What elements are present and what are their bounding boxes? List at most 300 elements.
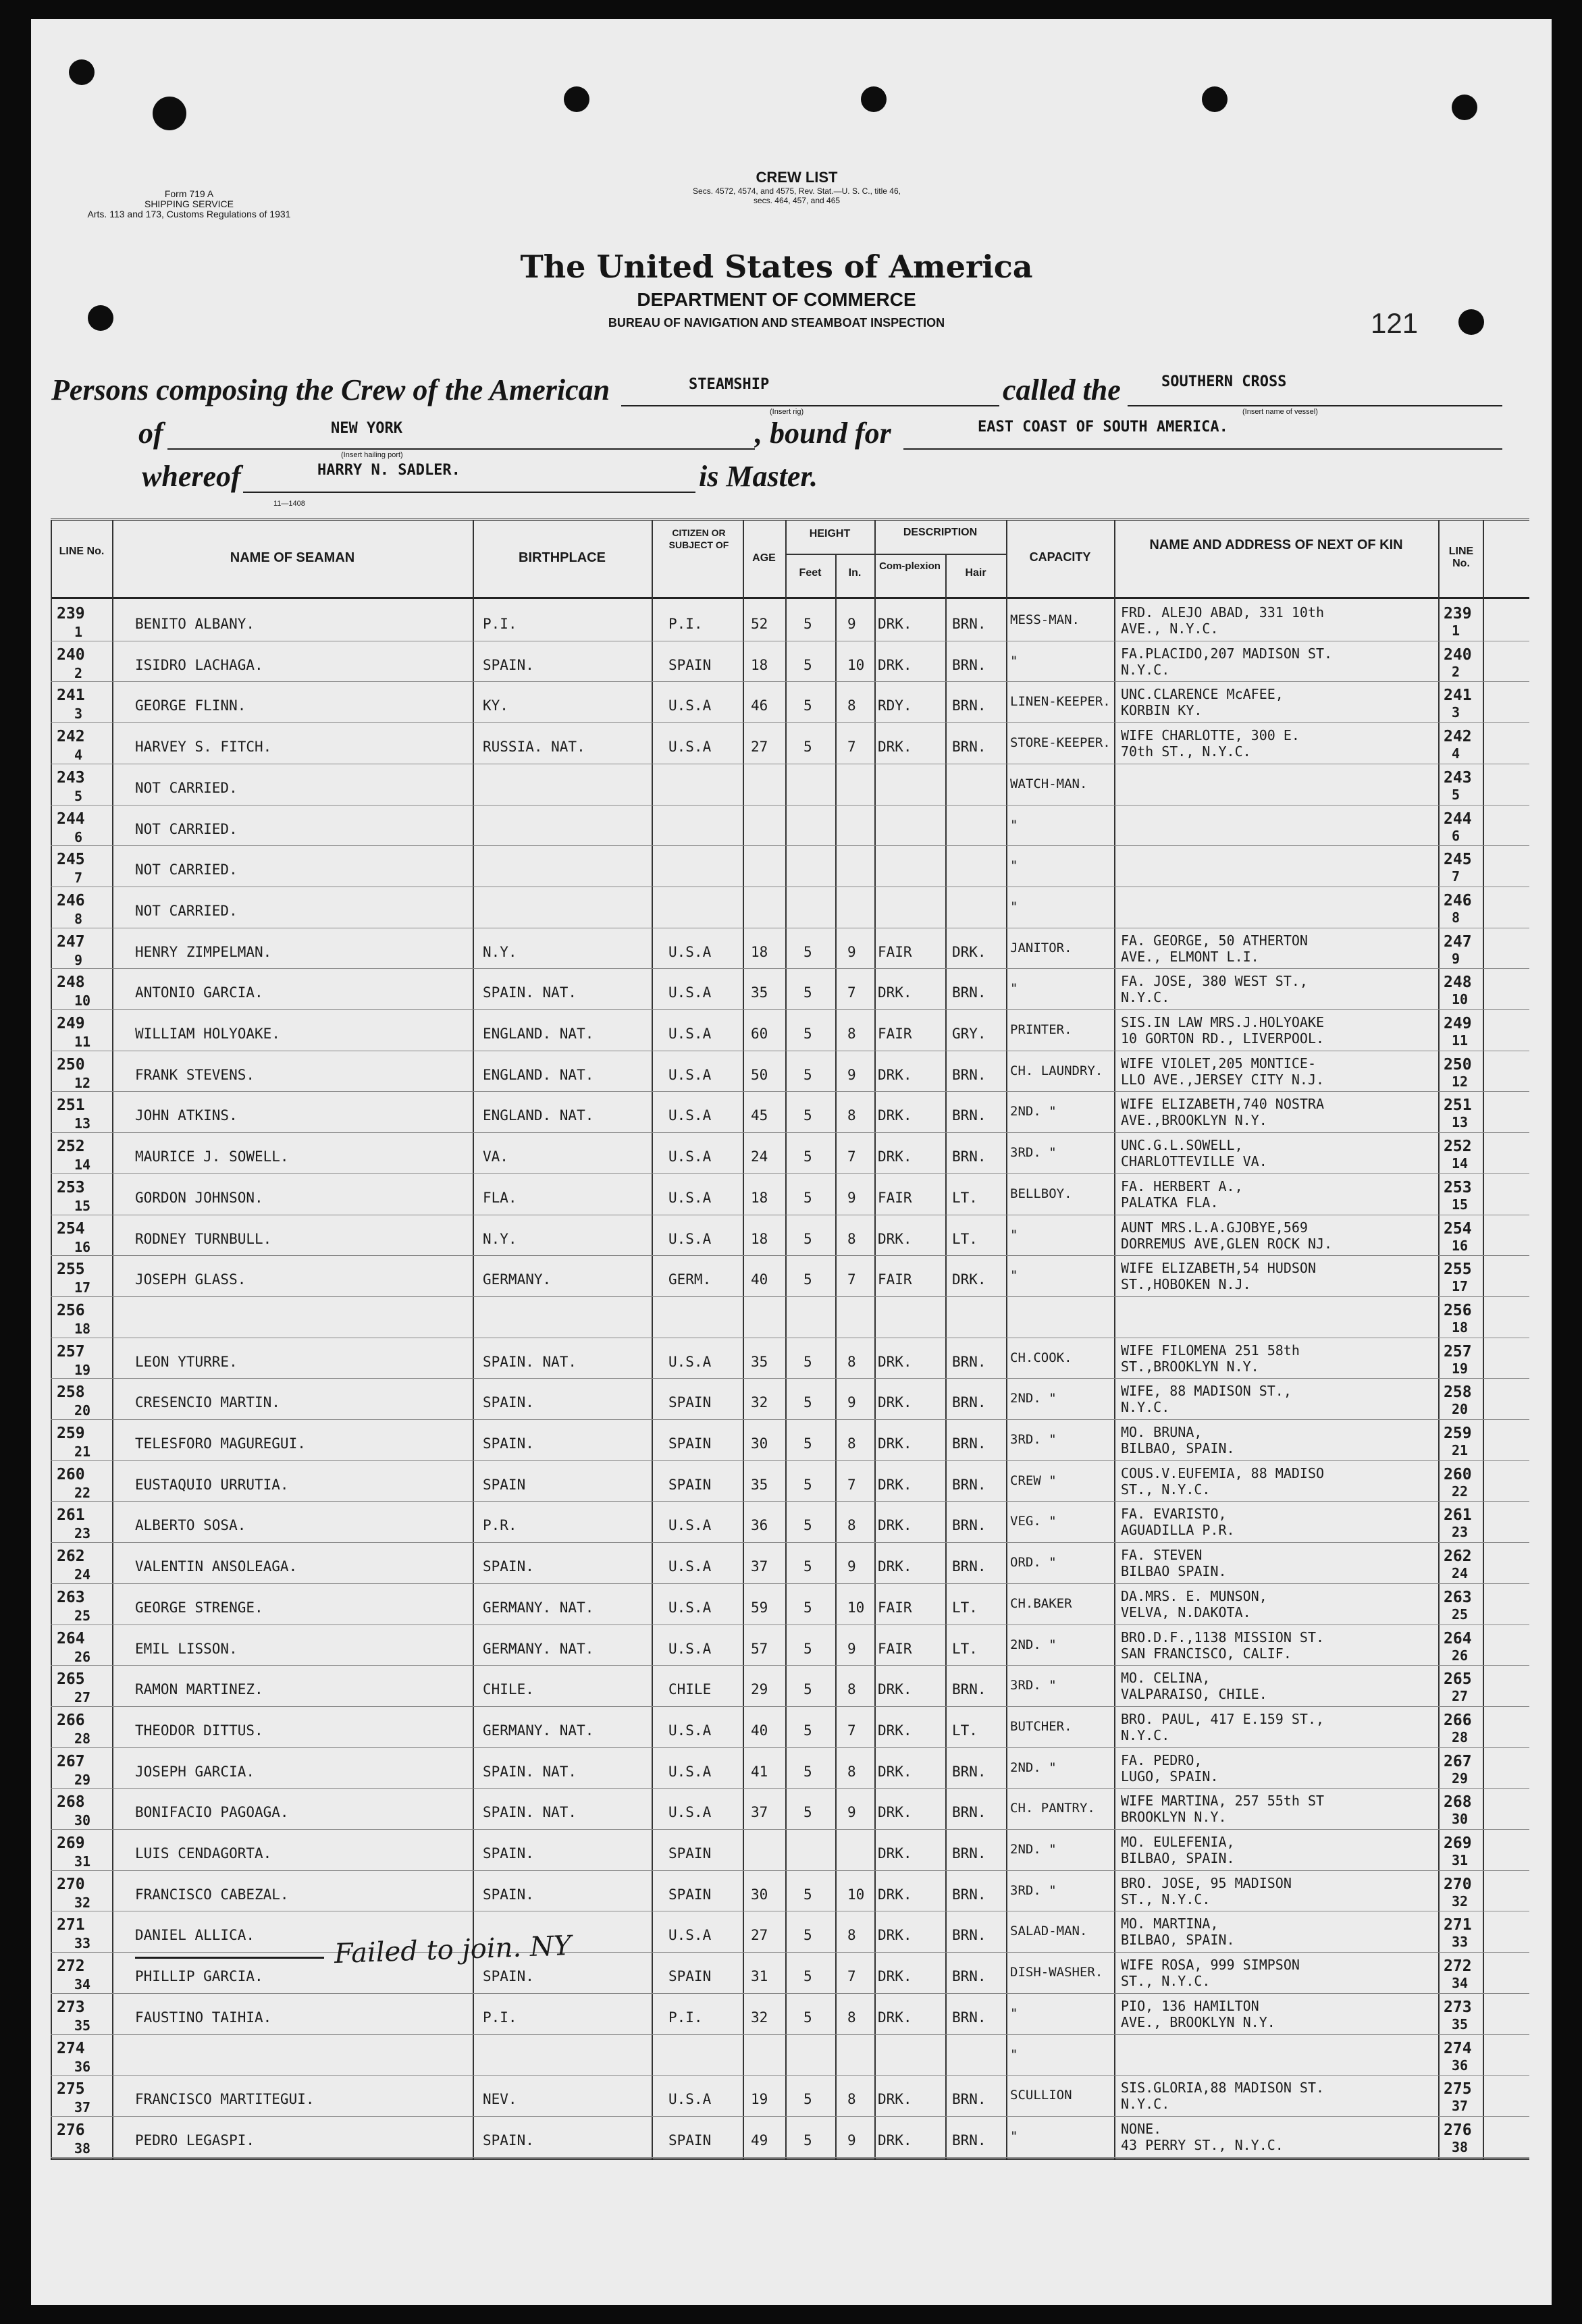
row-rule xyxy=(51,1296,1529,1297)
line-sub-number: 37 xyxy=(74,2099,91,2115)
line-number: 240 xyxy=(57,646,85,664)
form-regulations: Arts. 113 and 173, Customs Regulations of 1931 xyxy=(87,209,291,219)
complexion: DRK. xyxy=(878,739,912,755)
capacity: ORD. " xyxy=(1010,1556,1057,1569)
next-of-kin-line-2: BILBAO, SPAIN. xyxy=(1121,1932,1235,1948)
capacity: CH. PANTRY. xyxy=(1010,1801,1095,1815)
age: 37 xyxy=(751,1804,768,1820)
height-feet: 5 xyxy=(803,1804,812,1820)
destination-underline xyxy=(903,448,1502,450)
capacity: " xyxy=(1010,2048,1018,2061)
col-rule xyxy=(652,520,653,2159)
capacity: " xyxy=(1010,654,1018,668)
height-inches: 9 xyxy=(847,1067,856,1083)
line-sub-number: 16 xyxy=(74,1239,91,1255)
row-rule xyxy=(51,2116,1529,2117)
right-line-number: 264 xyxy=(1444,1630,1472,1647)
age: 18 xyxy=(751,944,768,960)
citizenship: SPAIN xyxy=(668,1968,712,1984)
capacity: 2ND. " xyxy=(1010,1392,1057,1405)
height-inches: 8 xyxy=(847,2009,856,2026)
line-sub-number: 25 xyxy=(74,1608,91,1624)
destination: EAST COAST OF SOUTH AMERICA. xyxy=(978,419,1228,435)
row-rule xyxy=(51,1009,1529,1010)
height-inches: 7 xyxy=(847,739,856,755)
citizenship: SPAIN xyxy=(668,2132,712,2148)
whereof-label: whereof xyxy=(142,460,241,493)
print-code: 11—1408 xyxy=(273,500,305,508)
port-caption: (Insert hailing port) xyxy=(341,451,403,459)
hair: BRN. xyxy=(952,984,986,1001)
next-of-kin-line-2: AVE., BROOKLYN N.Y. xyxy=(1121,2014,1275,2030)
seaman-name: LEON YTURRE. xyxy=(135,1354,238,1370)
hair: BRN. xyxy=(952,1804,986,1820)
height-inches: 7 xyxy=(847,1148,856,1165)
capacity: BELLBOY. xyxy=(1010,1187,1072,1200)
next-of-kin-line-1: WIFE ROSA, 999 SIMPSON xyxy=(1121,1957,1300,1973)
line-sub-number: 5 xyxy=(74,788,83,804)
hair: LT. xyxy=(952,1641,978,1657)
row-rule xyxy=(51,1788,1529,1789)
line-sub-number: 9 xyxy=(74,952,83,968)
birthplace: ENGLAND. NAT. xyxy=(483,1107,594,1124)
next-of-kin-line-2: N.Y.C. xyxy=(1121,2096,1170,2112)
birthplace: GERMANY. NAT. xyxy=(483,1600,594,1616)
height-inches: 10 xyxy=(847,1886,865,1903)
height-feet: 5 xyxy=(803,2091,812,2107)
next-of-kin-line-1: FA.PLACIDO,207 MADISON ST. xyxy=(1121,645,1333,662)
port-underline xyxy=(167,448,755,450)
age: 32 xyxy=(751,1394,768,1410)
next-of-kin-line-1: MO. MARTINA, xyxy=(1121,1916,1219,1932)
complexion: FAIR xyxy=(878,1026,912,1042)
hair: BRN. xyxy=(952,1845,986,1861)
line-sub-number: 34 xyxy=(74,1976,91,1992)
seaman-name: FAUSTINO TAIHIA. xyxy=(135,2009,272,2026)
next-of-kin-line-1: FA. STEVEN xyxy=(1121,1547,1203,1563)
right-line-number: 246 xyxy=(1444,892,1472,909)
right-line-number: 248 xyxy=(1444,974,1472,991)
next-of-kin-line-2: VALPARAISO, CHILE. xyxy=(1121,1686,1267,1702)
next-of-kin-line-2: VELVA, N.DAKOTA. xyxy=(1121,1604,1251,1620)
birthplace: ENGLAND. NAT. xyxy=(483,1026,594,1042)
next-of-kin-line-2: KORBIN KY. xyxy=(1121,702,1203,718)
right-line-number: 255 xyxy=(1444,1261,1472,1278)
right-line-number: 269 xyxy=(1444,1834,1472,1852)
birthplace: P.I. xyxy=(483,616,517,632)
row-rule xyxy=(51,1091,1529,1092)
height-feet: 5 xyxy=(803,1026,812,1042)
seaman-name: BONIFACIO PAGOAGA. xyxy=(135,1804,289,1820)
height-feet: 5 xyxy=(803,1107,812,1124)
hair: BRN. xyxy=(952,1394,986,1410)
complexion: DRK. xyxy=(878,2091,912,2107)
hair: LT. xyxy=(952,1722,978,1739)
birthplace: FLA. xyxy=(483,1190,517,1206)
rig-underline xyxy=(621,405,999,406)
row-rule xyxy=(51,2075,1529,2076)
hair: BRN. xyxy=(952,1886,986,1903)
line-sub-number: 2 xyxy=(74,665,83,681)
right-line-sub-number: 36 xyxy=(1452,2057,1469,2074)
hair: BRN. xyxy=(952,739,986,755)
line-sub-number: 35 xyxy=(74,2017,91,2034)
master-name: HARRY N. SADLER. xyxy=(317,462,460,479)
line-number: 258 xyxy=(57,1383,85,1401)
line-sub-number: 17 xyxy=(74,1279,91,1296)
hair: BRN. xyxy=(952,2009,986,2026)
line-sub-number: 36 xyxy=(74,2059,91,2075)
birthplace: SPAIN. xyxy=(483,1558,534,1575)
next-of-kin-line-1: AUNT MRS.L.A.GJOBYE,569 xyxy=(1121,1219,1308,1236)
capacity: CH.BAKER xyxy=(1010,1597,1072,1610)
col-rule xyxy=(112,520,113,2159)
age: 27 xyxy=(751,1927,768,1943)
hair: LT. xyxy=(952,1190,978,1206)
punch-hole-icon xyxy=(69,59,95,85)
hair: DRK. xyxy=(952,1271,986,1288)
row-rule xyxy=(51,1419,1529,1420)
line-sub-number: 22 xyxy=(74,1485,91,1501)
next-of-kin-line-2: BILBAO, SPAIN. xyxy=(1121,1850,1235,1866)
line-sub-number: 10 xyxy=(74,993,91,1009)
line-number: 261 xyxy=(57,1506,85,1524)
height-feet: 5 xyxy=(803,1558,812,1575)
next-of-kin-line-2: AVE., ELMONT L.I. xyxy=(1121,949,1259,965)
line-sub-number: 15 xyxy=(74,1198,91,1214)
next-of-kin-line-2: ST.,HOBOKEN N.J. xyxy=(1121,1276,1251,1292)
citizenship: U.S.A xyxy=(668,1804,712,1820)
capacity: " xyxy=(1010,1228,1018,1242)
right-line-sub-number: 7 xyxy=(1452,868,1460,884)
age: 57 xyxy=(751,1641,768,1657)
age: 40 xyxy=(751,1722,768,1739)
next-of-kin-line-2: LUGO, SPAIN. xyxy=(1121,1768,1219,1785)
name-strikethrough xyxy=(135,1957,324,1959)
birthplace: SPAIN. xyxy=(483,2132,534,2148)
line-number: 273 xyxy=(57,1999,85,2016)
right-line-sub-number: 23 xyxy=(1452,1524,1469,1540)
right-line-sub-number: 1 xyxy=(1452,623,1460,639)
citizenship: SPAIN xyxy=(668,657,712,673)
next-of-kin-line-1: WIFE ELIZABETH,740 NOSTRA xyxy=(1121,1096,1325,1112)
next-of-kin-line-1: WIFE MARTINA, 257 55th ST xyxy=(1121,1793,1325,1809)
height-inches: 8 xyxy=(847,1435,856,1452)
complexion: RDY. xyxy=(878,697,912,714)
punch-hole-icon xyxy=(564,86,589,112)
next-of-kin-line-1: WIFE VIOLET,205 MONTICE- xyxy=(1121,1055,1316,1072)
capacity: " xyxy=(1010,859,1018,872)
right-line-number: 261 xyxy=(1444,1506,1472,1524)
line-number: 259 xyxy=(57,1425,85,1442)
hair: DRK. xyxy=(952,944,986,960)
crew-list-heading xyxy=(540,169,1053,205)
next-of-kin-line-1: SIS.IN LAW MRS.J.HOLYOAKE xyxy=(1121,1014,1325,1030)
next-of-kin-line-2: SAN FRANCISCO, CALIF. xyxy=(1121,1645,1292,1662)
of-label: of xyxy=(138,417,163,450)
right-line-number: 256 xyxy=(1444,1302,1472,1319)
line-number: 262 xyxy=(57,1548,85,1565)
line-number: 275 xyxy=(57,2080,85,2098)
height-inches: 8 xyxy=(847,1681,856,1697)
seaman-name: VALENTIN ANSOLEAGA. xyxy=(135,1558,298,1575)
capacity: SCULLION xyxy=(1010,2088,1072,2102)
height-inches: 9 xyxy=(847,1190,856,1206)
birthplace: SPAIN. xyxy=(483,1886,534,1903)
capacity: 3RD. " xyxy=(1010,1679,1057,1692)
col-rule xyxy=(785,520,787,2159)
next-of-kin-line-2: AVE.,BROOKLYN N.Y. xyxy=(1121,1112,1267,1128)
hair: BRN. xyxy=(952,1558,986,1575)
header-line-no: LINE No. xyxy=(59,546,105,557)
punch-hole-icon xyxy=(153,97,186,130)
line-number: 250 xyxy=(57,1056,85,1074)
next-of-kin-line-1: NONE. xyxy=(1121,2121,1162,2137)
next-of-kin-line-2: PALATKA FLA. xyxy=(1121,1194,1219,1211)
line-number: 263 xyxy=(57,1589,85,1606)
height-feet: 5 xyxy=(803,1517,812,1533)
hair: BRN. xyxy=(952,2091,986,2107)
line-sub-number: 31 xyxy=(74,1853,91,1870)
complexion: DRK. xyxy=(878,1722,912,1739)
header-next-of-kin: NAME AND ADDRESS OF NEXT OF KIN xyxy=(1149,537,1403,552)
next-of-kin-line-2: ST., N.Y.C. xyxy=(1121,1891,1211,1907)
col-rule xyxy=(51,520,52,2159)
complexion: DRK. xyxy=(878,1558,912,1575)
seaman-name: THEODOR DITTUS. xyxy=(135,1722,263,1739)
right-line-number: 249 xyxy=(1444,1015,1472,1032)
hair: BRN. xyxy=(952,1968,986,1984)
birthplace: SPAIN. xyxy=(483,657,534,673)
height-feet: 5 xyxy=(803,944,812,960)
seaman-name: GEORGE FLINN. xyxy=(135,697,246,714)
next-of-kin-line-2: 70th ST., N.Y.C. xyxy=(1121,743,1251,760)
table-bottom-rule xyxy=(51,2158,1529,2160)
crew-lead-label: Persons composing the Crew of the American xyxy=(51,373,610,406)
line-number: 276 xyxy=(57,2121,85,2139)
row-rule xyxy=(51,1542,1529,1543)
line-sub-number: 33 xyxy=(74,1935,91,1951)
seaman-name: GORDON JOHNSON. xyxy=(135,1190,263,1206)
right-line-number: 274 xyxy=(1444,2040,1472,2057)
capacity: DISH-WASHER. xyxy=(1010,1965,1103,1979)
birthplace: KY. xyxy=(483,697,508,714)
complexion: DRK. xyxy=(878,1968,912,1984)
right-line-sub-number: 8 xyxy=(1452,909,1460,926)
table-top-rule xyxy=(51,519,1529,521)
age: 18 xyxy=(751,1231,768,1247)
height-inches: 7 xyxy=(847,1477,856,1493)
birthplace: N.Y. xyxy=(483,944,517,960)
next-of-kin-line-1: FA. HERBERT A., xyxy=(1121,1178,1243,1194)
bureau-heading: BUREAU OF NAVIGATION AND STEAMBOAT INSPECTION xyxy=(608,316,945,329)
right-line-sub-number: 16 xyxy=(1452,1238,1469,1254)
hair: BRN. xyxy=(952,1148,986,1165)
row-rule xyxy=(51,1173,1529,1174)
right-line-sub-number: 32 xyxy=(1452,1893,1469,1909)
right-line-sub-number: 10 xyxy=(1452,991,1469,1007)
height-inches: 8 xyxy=(847,1354,856,1370)
hair: BRN. xyxy=(952,1517,986,1533)
height-feet: 5 xyxy=(803,657,812,673)
right-line-sub-number: 25 xyxy=(1452,1606,1469,1622)
row-rule xyxy=(51,1665,1529,1666)
height-inches: 9 xyxy=(847,616,856,632)
row-rule xyxy=(51,805,1529,806)
line-number: 271 xyxy=(57,1916,85,1934)
header-height: HEIGHT xyxy=(809,528,851,539)
next-of-kin-line-1: UNC.CLARENCE McAFEE, xyxy=(1121,686,1284,702)
next-of-kin-line-2: 10 GORTON RD., LIVERPOOL. xyxy=(1121,1030,1325,1047)
row-rule xyxy=(51,1706,1529,1707)
age: 27 xyxy=(751,739,768,755)
line-number: 245 xyxy=(57,851,85,868)
next-of-kin-line-2: N.Y.C. xyxy=(1121,1727,1170,1743)
birthplace: SPAIN. NAT. xyxy=(483,1764,577,1780)
height-inches: 9 xyxy=(847,1641,856,1657)
age: 32 xyxy=(751,2009,768,2026)
capacity: 2ND. " xyxy=(1010,1761,1057,1774)
row-rule xyxy=(51,1255,1529,1256)
line-number: 241 xyxy=(57,687,85,704)
right-line-number: 276 xyxy=(1444,2121,1472,2139)
capacity: 3RD. " xyxy=(1010,1146,1057,1159)
next-of-kin-line-1: MO. BRUNA, xyxy=(1121,1424,1203,1440)
capacity: " xyxy=(1010,2130,1018,2143)
line-sub-number: 11 xyxy=(74,1034,91,1050)
height-feet: 5 xyxy=(803,1067,812,1083)
line-number: 269 xyxy=(57,1834,85,1852)
age: 45 xyxy=(751,1107,768,1124)
citizenship: SPAIN xyxy=(668,1886,712,1903)
birthplace: SPAIN. NAT. xyxy=(483,1804,577,1820)
line-number: 243 xyxy=(57,769,85,787)
line-number: 255 xyxy=(57,1261,85,1278)
handwritten-note: Failed to join. NY xyxy=(334,1930,572,1970)
hair: LT. xyxy=(952,1600,978,1616)
complexion: DRK. xyxy=(878,1148,912,1165)
row-rule xyxy=(51,845,1529,846)
height-feet: 5 xyxy=(803,1190,812,1206)
seaman-name: ALBERTO SOSA. xyxy=(135,1517,246,1533)
vessel-name: SOUTHERN CROSS xyxy=(1161,373,1287,390)
header-feet: Feet xyxy=(799,567,822,579)
row-rule xyxy=(51,2034,1529,2035)
line-sub-number: 18 xyxy=(74,1321,91,1337)
complexion: FAIR xyxy=(878,944,912,960)
hair: BRN. xyxy=(952,1477,986,1493)
next-of-kin-line-2: BILBAO, SPAIN. xyxy=(1121,1440,1235,1456)
header-complexion: Com-plexion xyxy=(879,560,941,572)
age: 35 xyxy=(751,1354,768,1370)
line-sub-number: 4 xyxy=(74,747,83,763)
next-of-kin-line-2: BILBAO SPAIN. xyxy=(1121,1563,1227,1579)
complexion: DRK. xyxy=(878,1354,912,1370)
seaman-name: NOT CARRIED. xyxy=(135,903,238,919)
age: 52 xyxy=(751,616,768,632)
header-inches: In. xyxy=(848,567,862,579)
right-line-number: 241 xyxy=(1444,687,1472,704)
age: 50 xyxy=(751,1067,768,1083)
right-line-sub-number: 33 xyxy=(1452,1934,1469,1950)
right-line-number: 262 xyxy=(1444,1548,1472,1565)
right-line-sub-number: 21 xyxy=(1452,1442,1469,1458)
col-rule xyxy=(1114,520,1115,2159)
seaman-name: TELESFORO MAGUREGUI. xyxy=(135,1435,306,1452)
next-of-kin-line-1: FA. PEDRO, xyxy=(1121,1752,1203,1768)
height-inches: 9 xyxy=(847,1394,856,1410)
right-line-sub-number: 31 xyxy=(1452,1852,1469,1868)
height-inches: 9 xyxy=(847,1558,856,1575)
capacity: WATCH-MAN. xyxy=(1010,777,1088,791)
birthplace: SPAIN. NAT. xyxy=(483,984,577,1001)
seaman-name: ISIDRO LACHAGA. xyxy=(135,657,263,673)
statute-reference: Secs. 4572, 4574, and 4575, Rev. Stat.—U. S. C., title 46, xyxy=(693,186,901,196)
next-of-kin-line-1: FA. JOSE, 380 WEST ST., xyxy=(1121,973,1308,989)
called-label: called the xyxy=(1003,373,1121,406)
capacity: " xyxy=(1010,2007,1018,2020)
hair: LT. xyxy=(952,1231,978,1247)
citizenship: CHILE xyxy=(668,1681,712,1697)
capacity: " xyxy=(1010,818,1018,832)
hair: BRN. xyxy=(952,657,986,673)
complexion: DRK. xyxy=(878,1886,912,1903)
line-sub-number: 14 xyxy=(74,1157,91,1173)
birthplace: VA. xyxy=(483,1148,508,1165)
line-number: 249 xyxy=(57,1015,85,1032)
next-of-kin-line-1: SIS.GLORIA,88 MADISON ST. xyxy=(1121,2080,1325,2096)
right-line-number: 243 xyxy=(1444,769,1472,787)
height-inches: 8 xyxy=(847,1927,856,1943)
right-line-sub-number: 20 xyxy=(1452,1401,1469,1417)
birthplace: RUSSIA. NAT. xyxy=(483,739,585,755)
next-of-kin-line-1: MO. EULEFENIA, xyxy=(1121,1834,1235,1850)
right-line-sub-number: 15 xyxy=(1452,1196,1469,1213)
capacity: CH.COOK. xyxy=(1010,1351,1072,1365)
right-line-sub-number: 11 xyxy=(1452,1032,1469,1049)
seaman-name: FRANCISCO MARTITEGUI. xyxy=(135,2091,315,2107)
hair: BRN. xyxy=(952,1354,986,1370)
height-feet: 5 xyxy=(803,1641,812,1657)
next-of-kin-line-1: WIFE CHARLOTTE, 300 E. xyxy=(1121,727,1300,743)
right-line-number: 253 xyxy=(1444,1179,1472,1196)
row-rule xyxy=(51,1460,1529,1461)
line-number: 274 xyxy=(57,2040,85,2057)
row-rule xyxy=(51,1747,1529,1748)
row-rule xyxy=(51,968,1529,969)
row-rule xyxy=(51,1952,1529,1953)
complexion: DRK. xyxy=(878,2132,912,2148)
line-number: 270 xyxy=(57,1876,85,1893)
right-line-sub-number: 30 xyxy=(1452,1811,1469,1827)
right-line-sub-number: 29 xyxy=(1452,1770,1469,1787)
height-inches: 9 xyxy=(847,2132,856,2148)
hair: BRN. xyxy=(952,616,986,632)
next-of-kin-line-1: COUS.V.EUFEMIA, 88 MADISO xyxy=(1121,1465,1325,1481)
header-name-of-seaman: NAME OF SEAMAN xyxy=(230,550,355,565)
age: 46 xyxy=(751,697,768,714)
age: 30 xyxy=(751,1435,768,1452)
next-of-kin-line-2: 43 PERRY ST., N.Y.C. xyxy=(1121,2137,1284,2153)
line-number: 248 xyxy=(57,974,85,991)
line-sub-number: 6 xyxy=(74,829,83,845)
line-sub-number: 24 xyxy=(74,1566,91,1583)
height-feet: 5 xyxy=(803,1148,812,1165)
birthplace: SPAIN. xyxy=(483,1435,534,1452)
height-feet: 5 xyxy=(803,1354,812,1370)
col-rule xyxy=(1483,520,1484,2159)
seaman-name: PEDRO LEGASPI. xyxy=(135,2132,255,2148)
